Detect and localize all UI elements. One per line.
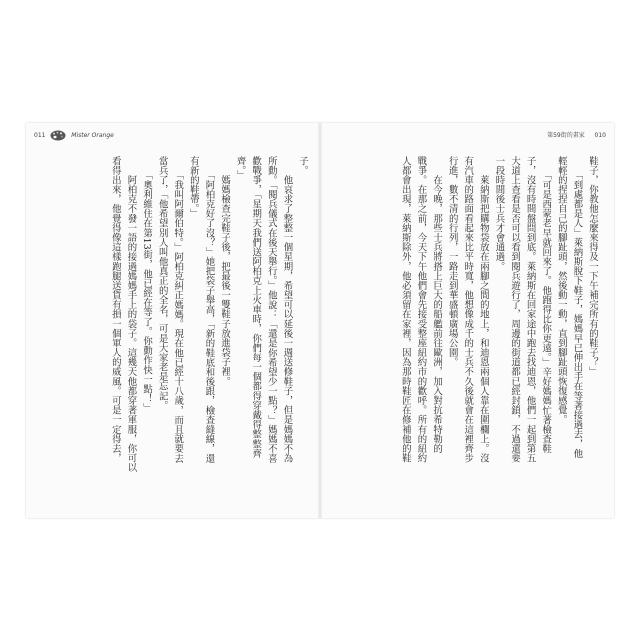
right-page-body (338, 156, 600, 501)
text-column: 子。 (297, 156, 308, 176)
text-column: 看得出來，他覺得像這樣跑腿送貨有損一個軍人的威風。可是一定得去， (109, 156, 121, 463)
text-column: 戰爭。在那之前，今天下午他們會先接受整座紐約市的歡呼。所有的紐約 (415, 156, 427, 463)
text-column: 他哀求了整整一個星期，希望可以延後一週送修鞋子，但是媽媽不為 (281, 156, 293, 463)
right-page-header (547, 130, 606, 142)
text-column: 「到處都是人」萊納斯脫下鞋子，媽媽早已伸出手在等著接過去，他 (571, 156, 583, 459)
text-column: 「可是西蒙老早就回來了。他跑得比你更遠。」辛好媽媽忙著檢查鞋 (540, 156, 552, 454)
text-column: 有汽車的路面看起來比平時寬，他想像成千的士兵不久後就會在這裡齊步 (462, 156, 474, 463)
text-column: 一段時間後士兵才會通過。 (493, 156, 505, 272)
text-column: 輕輕的捏捏自己的腳趾頭，然後動一動，直到腳趾頭恢復感覺。 (555, 156, 567, 425)
right-page-number: 010 (594, 132, 606, 139)
text-column: 阿柏克不發一語的接過媽媽手上的袋子。這幾天他都穿著軍服，你可以 (125, 156, 137, 473)
text-column: 在今晚，那些士兵將搭上巨大的船艦前往歐洲，加入對抗希特勒的 (431, 156, 443, 454)
series-title: Mister Orange (71, 132, 114, 139)
left-page-number: 011 (34, 132, 46, 139)
text-column: 大道上查看是否可以看到閱兵遊行了，周邊的街道都已經封鎖，不過還要 (509, 156, 521, 463)
left-page-body (40, 156, 310, 501)
text-column: 「阿柏克好了沒？」她把袋子舉高，「新的鞋底和後跟，檢查縫線，還 (203, 156, 215, 464)
text-column: 歡戰爭，「星期天我們送阿柏克上火車時，你們每一個都得穿戴得整整齊 (250, 156, 262, 459)
book-spread (26, 123, 614, 518)
text-column: 「奧利維住在第13街，他已經在等了。你動作快一點！」 (141, 156, 153, 413)
text-column: 當兵了，「他希望別人叫他真正的全名，可是大家老是忘記。 (156, 156, 168, 411)
text-column: 萊納斯把購物袋放在兩腳之間的地上，和迪恩兩個人靠在圍欄上。沒 (477, 156, 489, 463)
text-column: 人都會出現，萊納斯除外，他必須留在家裡，因為那時鞋匠在修補他的鞋 (399, 156, 411, 463)
left-page-header (34, 130, 114, 142)
text-column: 齊。」 (234, 156, 246, 181)
text-column: 子，沒有時間盤問到底。萊納斯在回家途中跑去找迪恩，他們一起到第五 (524, 156, 536, 463)
left-page (26, 123, 320, 518)
right-page (320, 123, 614, 518)
text-column: 鞋子，你教他怎麼來得及一下午補完所有的鞋子？」 (587, 156, 598, 377)
text-column: 「我叫阿爾伯特。」阿柏克糾正媽媽。現在他已經十八歲，而且就要去 (172, 156, 184, 464)
text-column: 行進，數不清的行列，一路走到華盛頓廣場公園。 (446, 156, 458, 367)
text-column: 有新的鞋帶。」 (187, 156, 199, 219)
running-title: 第59街的畫家 (547, 132, 585, 139)
text-column: 媽媽檢查完鞋子後，把最後一雙鞋子放進袋子裡。 (219, 156, 231, 387)
palette-icon (50, 130, 66, 141)
text-column: 所動。「閱兵儀式在後天舉行。」他說：「還是你希望少一點？」媽媽不喜 (265, 156, 277, 464)
